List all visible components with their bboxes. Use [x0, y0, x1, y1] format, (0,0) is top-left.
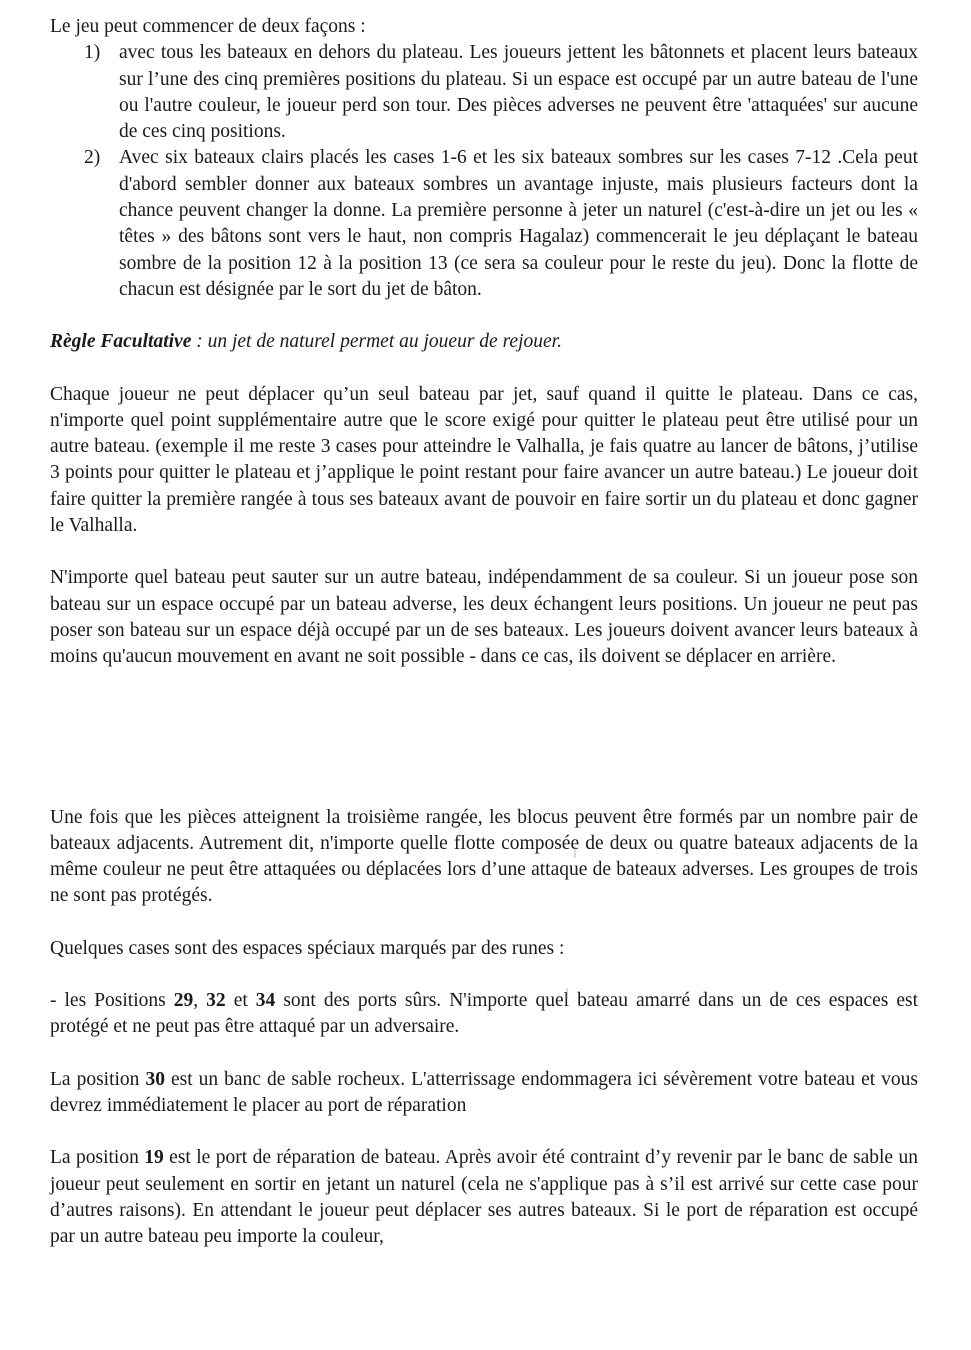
optional-rule	[50, 329, 918, 355]
position-number: 30	[145, 1068, 165, 1090]
position-number: 34	[255, 990, 276, 1012]
intro-text: Le jeu peut commencer de deux façons :	[50, 16, 366, 37]
paragraph-special-intro: Quelques cases sont des espaces spéciaux marqués par des runes :	[50, 937, 565, 959]
paragraph-movement: Chaque joueur ne peut déplacer qu’un seul bateau par jet, sauf quand il quitte le plateau. Dans ce cas, n'importe quel point supplémentaire autre que le score exigé pour quitter le plateau peut être utilisé pour un autre bateau. (exemple il me reste 3 cases pour atteindre le Valhalla, je fais quatre au lancer de bâtons, j’utilise 3 points pour quitter le plateau et j’applique le point restant pour faire avancer un autre bateau.) Le joueur doit faire quitter la première rangée à tous ses bateaux avant de pouvoir en faire sortir un du plateau et donc gagner le Valhalla.	[50, 383, 918, 537]
paragraph-safe-ports	[50, 988, 918, 1041]
start-option-2	[50, 145, 918, 303]
text-fragment: est le port de réparation de bateau. Après avoir été contraint d’y revenir par le banc de sable un joueur peut seulement en sortir en jetant un naturel (cela ne s'applique pas à s’il est arrivé sur cette case pour d’autres raisons). En attendant le joueur peut déplacer ses autres bateaux. Si le port de réparation est occupé par un autre bateau peu importe la couleur,	[50, 1147, 918, 1248]
text-fragment: La position	[50, 1068, 146, 1090]
scan-speck	[574, 846, 576, 858]
text-fragment: et	[225, 990, 256, 1012]
option-number: 2)	[84, 147, 101, 169]
text-fragment: ,	[193, 990, 207, 1012]
option-number: 1)	[84, 42, 101, 64]
document-page	[50, 14, 918, 1250]
optional-rule-title: Règle Facultative	[50, 331, 192, 353]
position-number: 29	[173, 990, 194, 1012]
option-text: avec tous les bateaux en dehors du plateau. Les joueurs jettent les bâtonnets et placent leurs bateaux sur l’une des cinq premières positions du plateau. Si un espace est occupé par un autre bateau de l'une ou l'autre couleur, le joueur perd son tour. Des pièces adverses ne peuvent être 'attaquées' sur aucune de ces cinq positions.	[119, 42, 918, 143]
position-number: 19	[144, 1147, 164, 1169]
optional-rule-text: : un jet de naturel permet au joueur de rejouer.	[191, 331, 562, 353]
position-number: 32	[206, 990, 226, 1012]
paragraph-blockades: Une fois que les pièces atteignent la troisième rangée, les blocus peuvent être formés par un nombre pair de bateaux adjacents. Autrement dit, n'importe quelle flotte composée de deux ou quatre bateaux adjacents de la même couleur ne peut être attaquées ou déplacées lors d’une attaque de bateaux adverses. Les groupes de trois ne sont pas protégés.	[50, 806, 918, 907]
start-option-1	[50, 40, 918, 145]
text-fragment: La position	[50, 1147, 145, 1169]
paragraph-sandbank	[50, 1067, 918, 1120]
scan-speck	[566, 988, 568, 998]
start-options-list	[50, 40, 918, 303]
text-fragment: sont des ports sûrs. N'importe quel bateau amarré dans un de ces espaces est protégé et ne peut pas être attaqué par un adversaire.	[50, 990, 919, 1038]
text-fragment: - les Positions	[50, 990, 174, 1012]
text-fragment: est un banc de sable rocheux. L'atterrissage endommagera ici sévèrement votre bateau et vous devrez immédiatement le placer au port de réparation	[50, 1068, 918, 1116]
paragraph-repair-port	[50, 1145, 918, 1250]
option-text: Avec six bateaux clairs placés les cases 1-6 et les six bateaux sombres sur les cases 7-12 .Cela peut d'abord sembler donner aux bateaux sombres un avantage injuste, mais plusieurs facteurs dont la chance peuvent changer la donne. La première personne à jeter un naturel (c'est-à-dire un jet ou les « têtes » des bâtons sont vers le haut, non compris Hagalaz) commencerait le jeu déplaçant le bateau sombre de la position 12 à la position 13 (ce sera sa couleur pour le reste du jeu). Donc la flotte de chacun est désignée par le sort du jet de bâton.	[119, 147, 918, 300]
scan-speck	[114, 576, 118, 579]
paragraph-jumping: N'importe quel bateau peut sauter sur un autre bateau, indépendamment de sa couleur. Si un joueur pose son bateau sur un espace occupé par un bateau adverse, les deux échangent leurs positions. Un joueur ne peut pas poser son bateau sur un espace déjà occupé par un de ses bateaux. Les joueurs doivent avancer leurs bateaux à moins qu'aucun mouvement en avant ne soit possible - dans ce cas, ils doivent se déplacer en arrière.	[50, 567, 918, 668]
